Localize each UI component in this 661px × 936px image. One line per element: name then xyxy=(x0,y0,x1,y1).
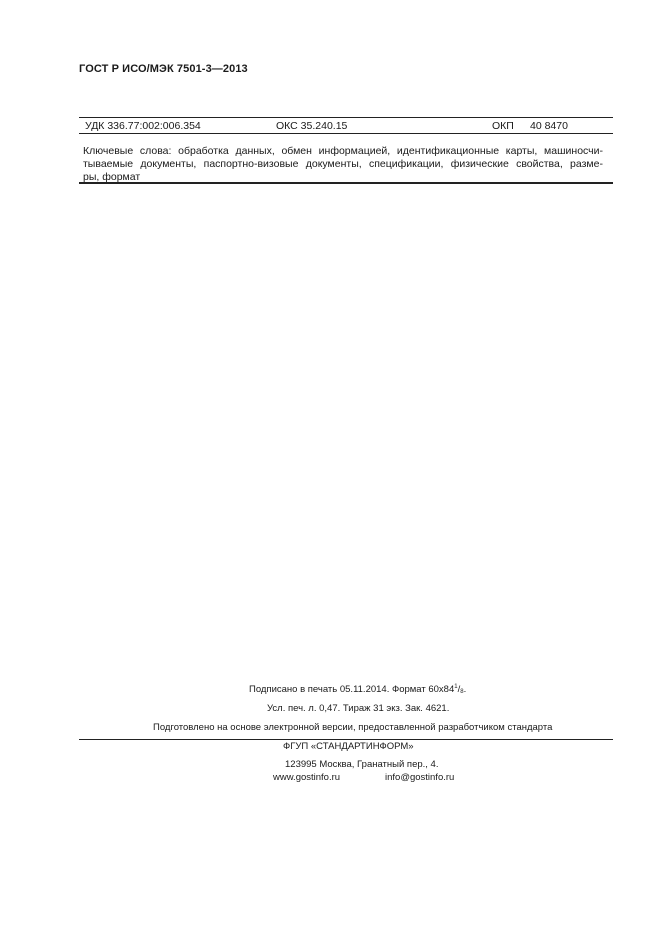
okp-label: ОКП xyxy=(492,120,514,132)
keywords-line-3: ры, формат xyxy=(83,171,141,183)
keywords-line-2: тываемые документы, паспортно-визовые документы, спецификации, физические свойства, разме- xyxy=(83,158,603,170)
signed-for-print: Подписано в печать 05.11.2014. Формат $60x84^1/_8$. xyxy=(249,684,467,695)
keywords-divider xyxy=(79,182,613,184)
signed-text: Подписано в печать 05.11.2014. Формат 60x84 xyxy=(249,684,455,695)
classification-top-divider xyxy=(79,117,613,118)
prepared-note: Подготовлено на основе электронной версии, предоставленной разработчиком стандарта xyxy=(153,722,553,733)
publisher-address: 123995 Москва, Гранатный пер., 4. xyxy=(285,759,439,770)
signed-suffix: . xyxy=(463,684,467,695)
imprint-divider xyxy=(79,739,613,740)
okp-code: 40 8470 xyxy=(530,120,568,132)
format-numerator: 1 xyxy=(454,684,458,690)
classification-bottom-divider xyxy=(79,133,613,134)
website-link[interactable]: www.gostinfo.ru xyxy=(273,772,341,783)
oks-code: ОКС 35.240.15 xyxy=(276,120,348,132)
udk-code: УДК 336.77:002:006.354 xyxy=(85,120,201,132)
email-link[interactable]: info@gostinfo.ru xyxy=(385,772,455,783)
standard-title: ГОСТ Р ИСО/МЭК 7501-3—2013 xyxy=(79,63,248,75)
keywords-block xyxy=(83,145,603,184)
format-denominator: 8 xyxy=(460,689,464,695)
keywords-line-1: Ключевые слова: обработка данных, обмен информацией, идентификационные карты, машиносчи- xyxy=(83,145,603,157)
publisher-name: ФГУП «СТАНДАРТИНФОРМ» xyxy=(283,741,414,752)
print-info: Усл. печ. л. 0,47. Тираж 31 экз. Зак. 4621. xyxy=(267,703,450,714)
